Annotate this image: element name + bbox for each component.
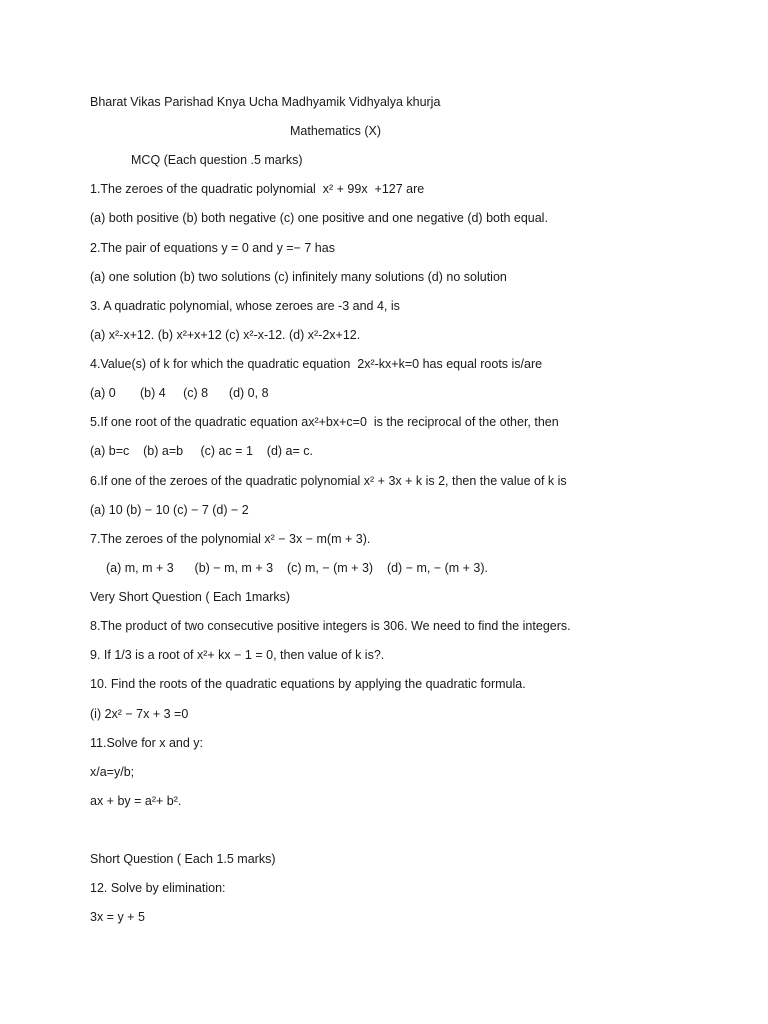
question-text: 10. Find the roots of the quadratic equations by applying the quadratic formula. [90,677,526,691]
question-text: 8.The product of two consecutive positive integers is 306. We need to find the integers. [90,619,571,633]
question-text: (i) 2x² − 7x + 3 =0 [90,707,189,721]
question-text: 3. A quadratic polynomial, whose zeroes are -3 and 4, is [90,299,400,313]
question-text: 6.If one of the zeroes of the quadratic polynomial x² + 3x + k is 2, then the value of k is [90,474,567,488]
mcq-heading: MCQ (Each question .5 marks) [131,153,303,167]
question-options: (a) one solution (b) two solutions (c) infinitely many solutions (d) no solution [90,270,507,284]
question-text: 9. If 1/3 is a root of x²+ kx − 1 = 0, then value of k is?. [90,648,385,662]
question-text: x/a=y/b; [90,765,135,779]
short-heading: Short Question ( Each 1.5 marks) [90,852,276,866]
question-text: 11.Solve for x and y: [90,736,204,750]
question-options: (a) m, m + 3 (b) − m, m + 3 (c) m, − (m + 3) (d) − m, − (m + 3). [106,561,489,575]
question-text: 4.Value(s) of k for which the quadratic equation 2x²-kx+k=0 has equal roots is/are [90,357,543,371]
question-text: 12. Solve by elimination: [90,881,226,895]
question-text: 1.The zeroes of the quadratic polynomial x² + 99x +127 are [90,182,425,196]
school-name: Bharat Vikas Parishad Knya Ucha Madhyamik Vidhyalya khurja [90,95,441,109]
question-options: (a) b=c (b) a=b (c) ac = 1 (d) a= c. [90,444,313,458]
question-options: (a) 10 (b) − 10 (c) − 7 (d) − 2 [90,503,249,517]
very-short-heading: Very Short Question ( Each 1marks) [90,590,291,604]
question-text: 2.The pair of equations y = 0 and y =− 7 has [90,241,335,255]
question-options: (a) x²-x+12. (b) x²+x+12 (c) x²-x-12. (d) x²-2x+12. [90,328,361,342]
question-options: (a) both positive (b) both negative (c) one positive and one negative (d) both equal. [90,211,548,225]
question-options: (a) 0 (b) 4 (c) 8 (d) 0, 8 [90,386,269,400]
question-text: 5.If one root of the quadratic equation ax²+bx+c=0 is the reciprocal of the other, then [90,415,559,429]
question-text: 7.The zeroes of the polynomial x² − 3x − m(m + 3). [90,532,371,546]
subject-title: Mathematics (X) [290,124,381,138]
question-text: ax + by = a²+ b². [90,794,182,808]
question-text: 3x = y + 5 [90,910,145,924]
